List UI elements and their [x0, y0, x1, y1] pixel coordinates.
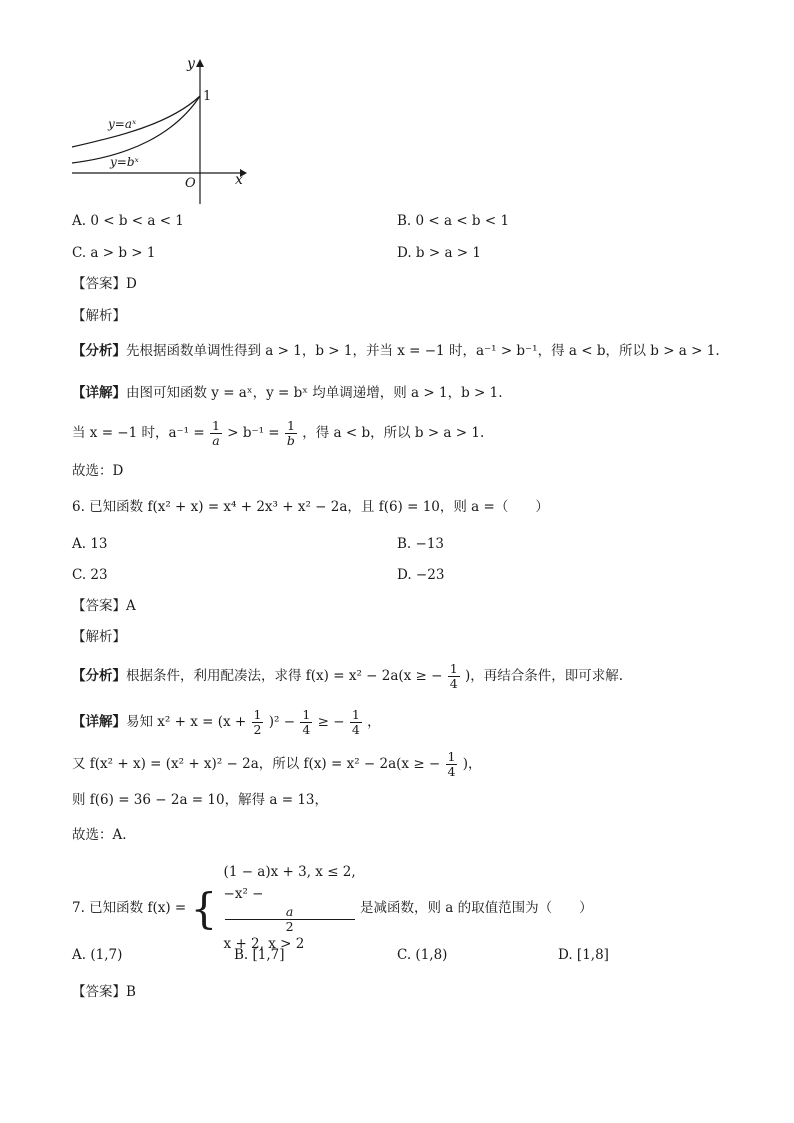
q5-option-b: B. 0 < a < b < 1 [397, 213, 510, 229]
q5-guxuan: 故选：D [72, 463, 124, 479]
q7-stem [72, 862, 593, 955]
fenxi-text: 先根据函数单调性得到 a > 1，b > 1，并当 x = −1 时，a⁻¹ > b⁻¹，得 a < b，所以 b > a > 1. [126, 343, 720, 359]
frac-1-over-2: $\frac{1}{2}$ [253, 707, 262, 737]
q6-fenxi-label: 【分析】 [72, 667, 126, 684]
q5-jiexi: 【解析】 [72, 308, 126, 324]
q6-answer: 【答案】A [72, 598, 136, 614]
xj1-mid2: ≥ − [317, 713, 345, 730]
q5-option-d: D. b > a > 1 [397, 245, 481, 261]
q7-option-a: A. (1,7) [72, 947, 123, 963]
q5-option-a: A. 0 < b < a < 1 [72, 213, 184, 229]
q6-option-d: D. −23 [397, 567, 445, 583]
left-brace: { [190, 883, 218, 933]
line2-pre: 当 x = −1 时，a⁻¹ = [72, 424, 205, 441]
line2-mid: > b⁻¹ = [227, 424, 280, 441]
one-label: 1 [203, 89, 212, 104]
y-axis-label: y [187, 56, 195, 72]
xj1-pre: 易知 x² + x = (x + [126, 713, 247, 730]
q5-xiangjie [72, 387, 503, 401]
frac-1-over-4-d: $\frac{1}{4}$ [447, 749, 456, 779]
q6-fenxi-post: )，再结合条件，即可求解. [465, 667, 624, 684]
case-2: −x² − a 2 x + 2, x > 2 [224, 884, 356, 956]
frac-1-over-4-c: $\frac{1}{4}$ [351, 707, 360, 737]
q7-stem-pre: 7. 已知函数 f(x) = [72, 899, 187, 916]
curve-a-label: y=aˣ [108, 117, 137, 131]
frac-1-over-4-a: $\frac{1}{4}$ [449, 661, 458, 691]
exponential-graph [70, 56, 250, 206]
xiangjie-label: 【详解】 [72, 385, 126, 401]
xj2-post: )， [462, 755, 482, 772]
fenxi-label: 【分析】 [72, 343, 126, 359]
q5-answer: 【答案】D [72, 276, 137, 292]
q5-option-c: C. a > b > 1 [72, 245, 156, 261]
case-1: (1 − a)x + 3, x ≤ 2, [223, 864, 356, 880]
line2-post: ，得 a < b，所以 b > a > 1. [302, 424, 485, 441]
q7-answer: 【答案】B [72, 984, 136, 1000]
q6-option-c: C. 23 [72, 567, 108, 583]
q6-fenxi-pre: 根据条件，利用配凑法，求得 f(x) = x² − 2a(x ≥ − [126, 667, 443, 684]
frac-1-over-a: $\frac{1}{a}$ [211, 418, 220, 448]
q7-option-b: B. [1,7] [234, 947, 285, 963]
xj1-mid1: )² − [268, 713, 296, 730]
xj2-pre: 又 f(x² + x) = (x² + x)² − 2a，所以 f(x) = x² − 2a(x ≥ − [72, 755, 441, 772]
curve-b-label: y=bˣ [110, 155, 139, 169]
q5-xiangjie-line2 [72, 419, 484, 448]
frac-1-over-b: $\frac{1}{b}$ [286, 418, 295, 448]
piecewise-cases [224, 862, 356, 955]
y-axis-arrow [196, 59, 204, 67]
q6-jiexi: 【解析】 [72, 629, 126, 645]
q7-option-c: C. (1,8) [397, 947, 448, 963]
q7-option-d: D. [1,8] [558, 947, 609, 963]
q6-fenxi [72, 662, 623, 691]
q6-stem: 6. 已知函数 f(x² + x) = x⁴ + 2x³ + x² − 2a，且 f(6) = 10，则 a =（ ） [72, 499, 549, 515]
frac-a-over-2: a 2 [225, 905, 355, 934]
q6-option-a: A. 13 [72, 536, 108, 552]
x-axis-label: x [235, 172, 243, 188]
q6-option-b: B. −13 [397, 536, 444, 552]
xiangjie-text: 由图可知函数 y = aˣ，y = bˣ 均单调递增，则 a > 1，b > 1. [126, 385, 503, 401]
xj1-post: ， [367, 713, 381, 730]
q6-xiangjie-2 [72, 750, 482, 779]
q6-xiangjie-label: 【详解】 [72, 713, 126, 730]
q6-guxuan: 故选：A. [72, 827, 127, 843]
origin-label: O [185, 176, 196, 191]
q5-fenxi [72, 345, 720, 359]
q6-xiangjie-3: 则 f(6) = 36 − 2a = 10，解得 a = 13， [72, 792, 328, 808]
frac-1-over-4-b: $\frac{1}{4}$ [302, 707, 311, 737]
q6-xiangjie-1 [72, 708, 381, 737]
q7-stem-post: 是减函数，则 a 的取值范围为（ ） [359, 899, 593, 916]
